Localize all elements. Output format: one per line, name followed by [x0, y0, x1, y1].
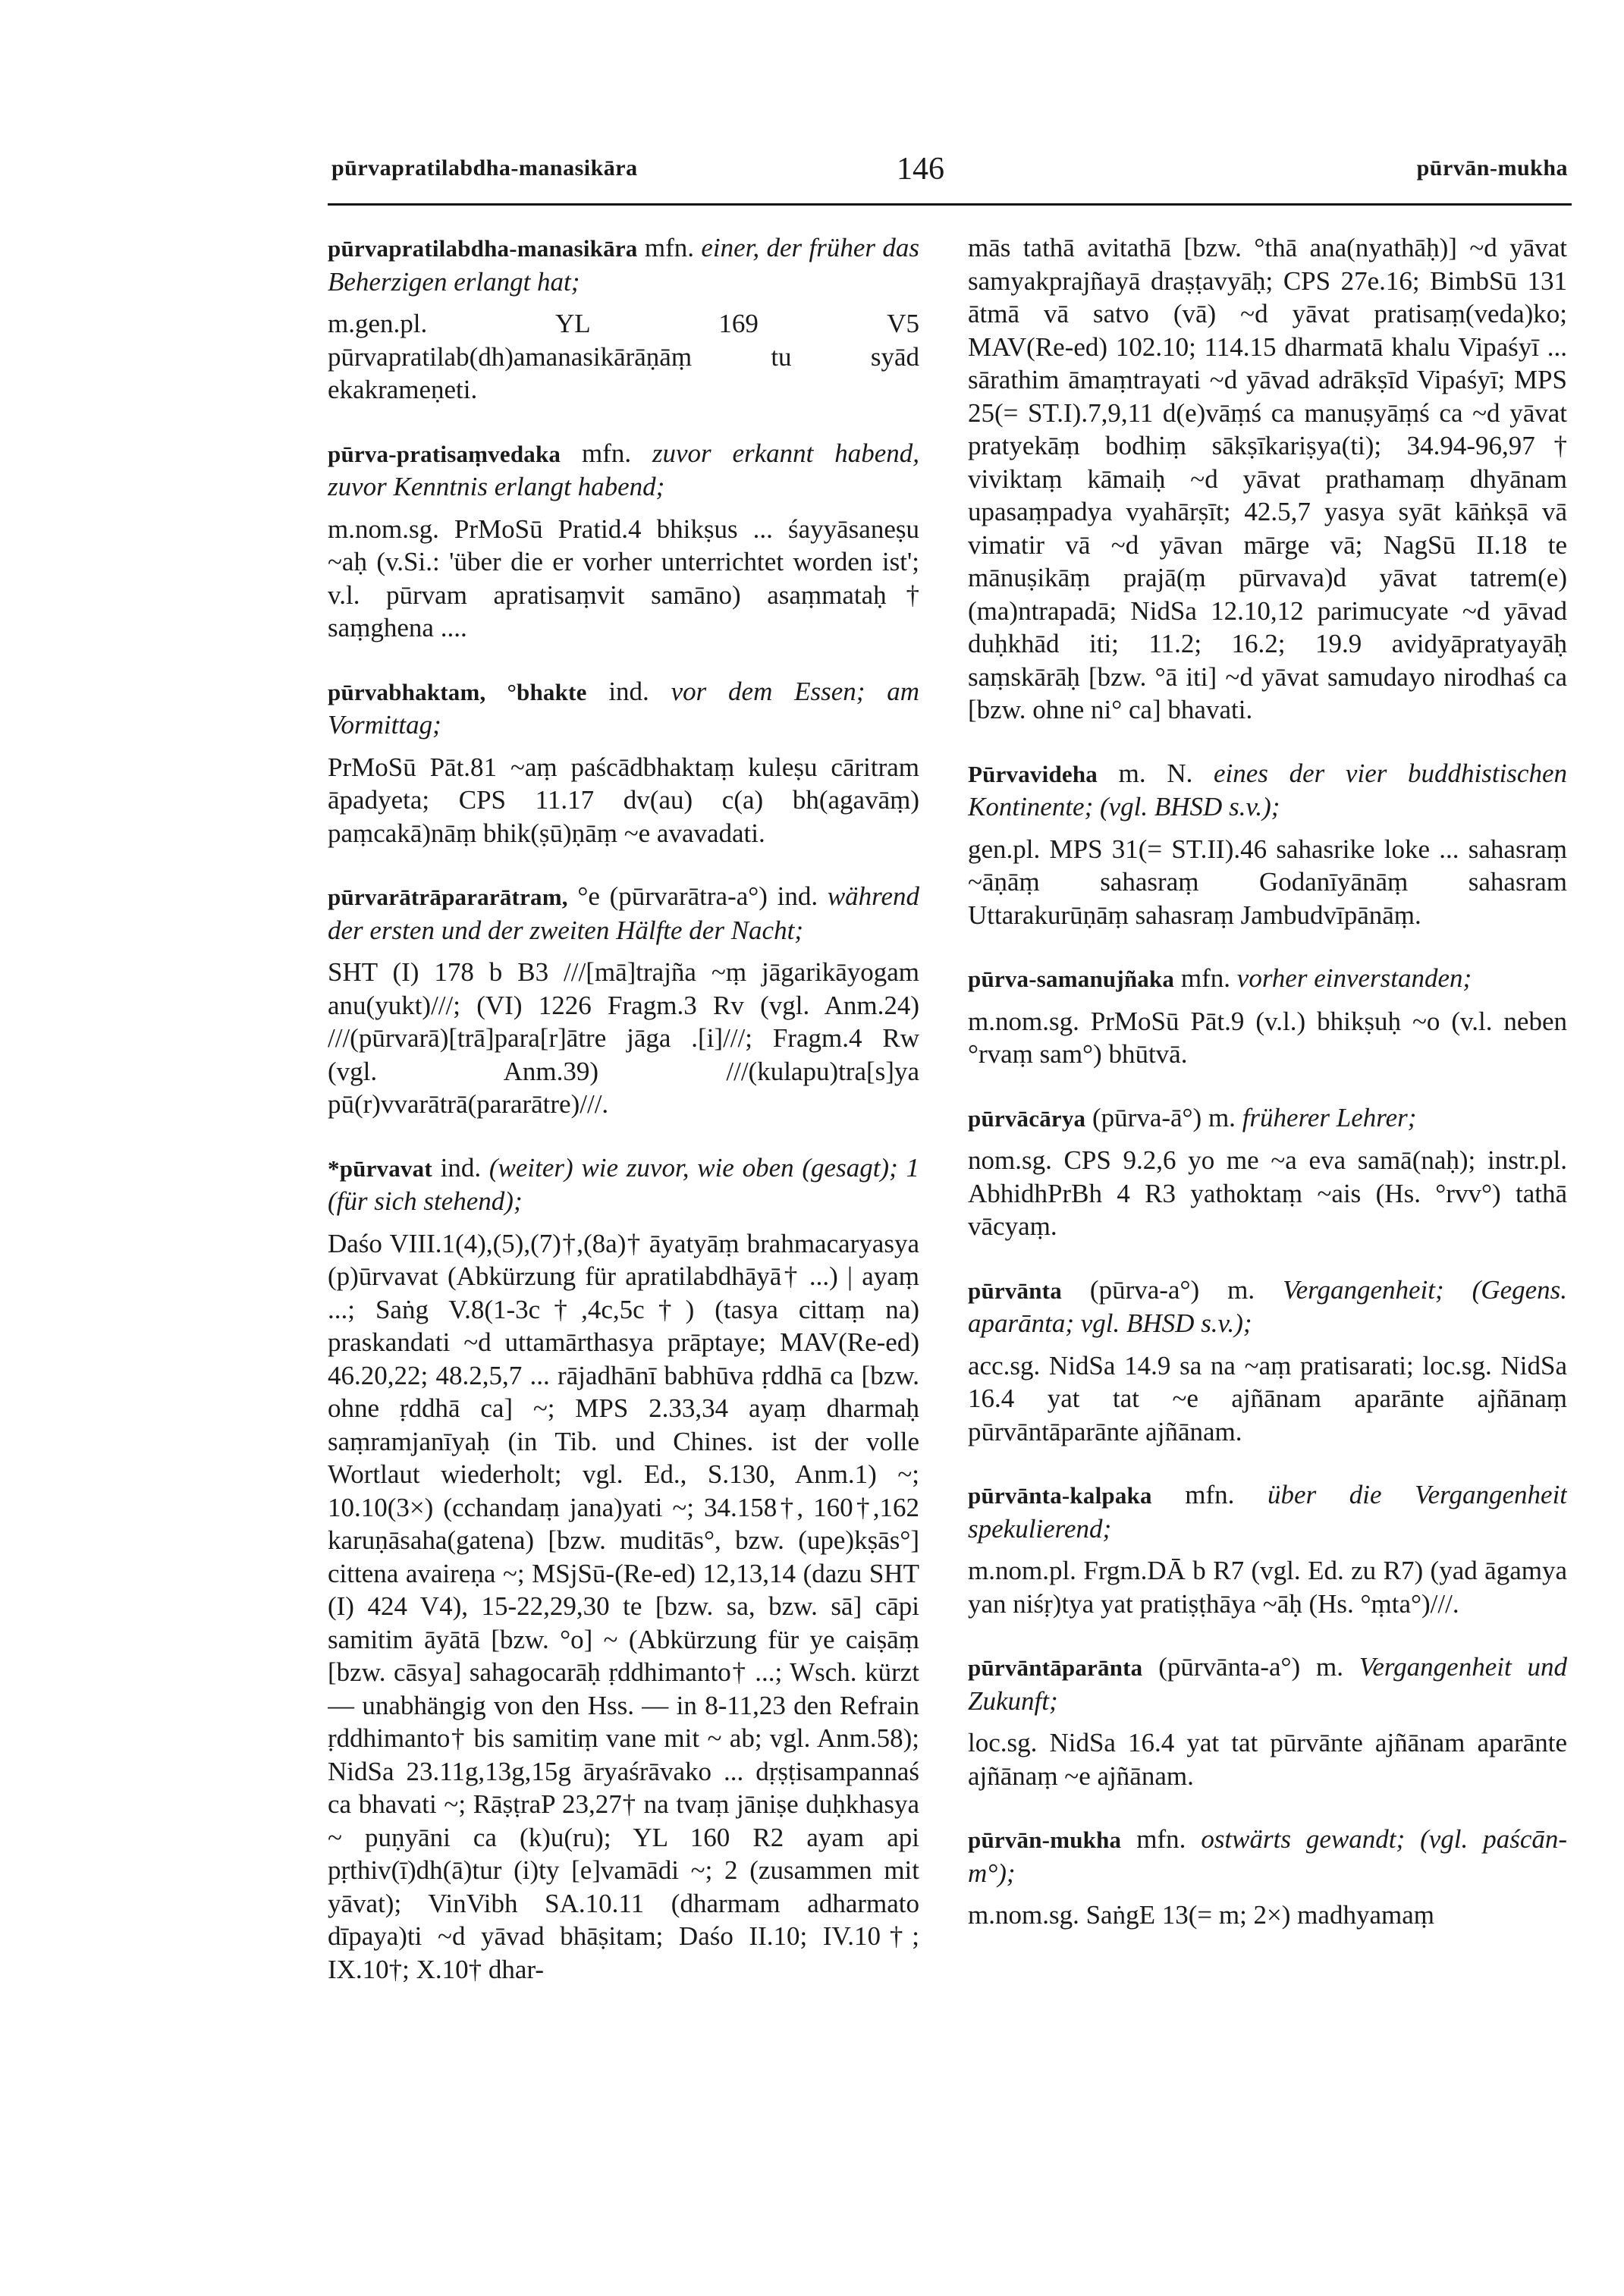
entry-grammar: (pūrvānta-a°) m. [1158, 1652, 1343, 1682]
running-head-right: pūrvān-mukha [1416, 155, 1568, 181]
header-rule [328, 203, 1572, 206]
entry-lemma: pūrva-pratisaṃvedaka [328, 440, 561, 467]
entry-body: loc.sg. NidSa 16.4 yat tat pūrvānte ajñānam aparānte ajñānaṃ ~e ajñānam. [968, 1728, 1567, 1791]
dictionary-entry [968, 962, 1567, 1071]
entry-lemma: pūrvācārya [968, 1104, 1086, 1132]
entry-lemma: pūrvarātrāpararātram, [328, 884, 568, 910]
entry-body: m.nom.sg. SaṅgE 13(= m; 2×) madhyamaṃ [968, 1900, 1434, 1930]
entry-gloss: Vergangenheit; (Gegens. aparānta; vgl. BHSD s.v.); [968, 1274, 1567, 1338]
running-head-left: pūrvapratilabdha-manasikāra [331, 155, 638, 181]
left-column [328, 231, 919, 2234]
entry-grammar: mfn. [581, 438, 632, 468]
entry-body: Daśo VIII.1(4),(5),(7)†,(8a)† āyatyāṃ brahmacaryasya (p)ūrvavat (Abkürzung für apratilabdhāyā† ...) | ayaṃ ...; Saṅg V.8(1-3c†,4c,5c†) (tasya cittaṃ na) praskandati ~d uttamārthasya prāptaye; MAV(Re-ed) 46.20,22; 48.2,5,7 ... rājadhānī babhūva ṛddhā ca [bzw. ohne ṛddhā ca] ~; MPS 2.33,34 ayaṃ dharmaḥ saṃramjanīyaḥ (in Tib. und Chines. ist der volle Wortlaut wiederholt; vgl. Ed., S.130, Anm.1) ~; 10.10(3×) (cchandaṃ jana)yati ~; 34.158†, 160†,162 karuṇāsaha(gatena) [bzw. muditās°, bzw. (upe)kṣās°] cittena avaireṇa ~; MSjSū-(Re-ed) 12,13,14 (dazu SHT (I) 424 V4), 15-22,29,30 te [bzw. sa, bzw. sā] cāpi samitim āyātā [bzw. °o] ~ (Abkürzung für ye caiṣāṃ [bzw. cāsya] sahagocarāḥ ṛddhimanto† ...; Wsch. kürzt — unabhängig von den Hss. — in 8-11,23 den Refrain ṛddhimanto† bis samitiṃ vane mit ~ ab; vgl. Anm.58); NidSa 23.11g,13g,15g āryaśrāvako ... dṛṣṭisampannaś ca bhavati ~; RāṣṭraP 23,27† na tvaṃ jāniṣe duḥkhasya ~ puṇyāni ca (k)u(ru); YL 160 R2 ayam api pṛthiv(ī)dh(ā)tur (i)ty [e]vamādi ~; 2 (zusammen mit yāvat); VinVibh SA.10.11 (dharmam adharmato dīpaya)ti ~d yāvad bhāṣitam; Daśo II.10; IV.10†; IX.10†; X.10† dhar- [328, 1228, 919, 1984]
entry-lemma: pūrvāntāparānta [968, 1654, 1143, 1681]
dictionary-entry [968, 1478, 1567, 1620]
entry-grammar: ind. [608, 676, 649, 706]
entry-lemma: pūrvān-mukha [968, 1826, 1122, 1853]
running-header [331, 152, 1568, 198]
entry-gloss: einer, der früher das Beherzigen erlangt hat; [328, 233, 919, 297]
dictionary-entry [968, 1651, 1567, 1792]
dictionary-entry [968, 1823, 1567, 1932]
entry-body: SHT (I) 178 b B3 ///[mā]trajña ~ṃ jāgarikāyogam anu(yukt)///; (VI) 1226 Fragm.3 Rv (vgl. Anm.24) ///(pūrvarā)[trā]para[r]ātre jāga .[i]///; Fragm.4 Rw (vgl. Anm.39) ///(kulapu)tra[s]ya pū(r)vvarātrā(pararātre)///. [328, 957, 919, 1119]
entry-gloss: vor dem Essen; am Vormittag; [328, 676, 919, 740]
entry-lemma: pūrva-samanujñaka [968, 966, 1175, 992]
entry-lemma: pūrvabhaktam, °bhakte [328, 678, 587, 705]
entry-body: m.nom.sg. PrMoSū Pratid.4 bhikṣus ... śayyāsaneṣu ~aḥ (v.Si.: 'über die er vorher unterrichtet worden ist'; v.l. pūrvam apratisaṃvit samāno) asaṃmataḥ† saṃghena .... [328, 514, 919, 642]
entry-continuation [968, 231, 1567, 727]
entry-lemma: pūrvānta [968, 1277, 1062, 1304]
dictionary-entry [328, 880, 919, 1121]
entry-grammar: mfn. [1136, 1824, 1186, 1854]
entry-grammar: °e (pūrvarātra-a°) ind. [577, 881, 818, 911]
dictionary-entry [328, 1151, 919, 1987]
entry-gloss: früherer Lehrer; [1242, 1102, 1417, 1132]
entry-lemma: pūrvapratilabdha-manasikāra [328, 235, 638, 262]
entry-body: m.nom.pl. Frgm.DĀ b R7 (vgl. Ed. zu R7) (yad āgamya yan niśṛ)tya yat pratiṣṭhāya ~āḥ (Hs. °ṃta°)///. [968, 1556, 1567, 1619]
dictionary-entry [328, 675, 919, 850]
entry-gloss: (weiter) wie zuvor, wie oben (gesagt); 1 (für sich stehend); [328, 1152, 919, 1216]
entry-lemma: pūrvānta-kalpaka [968, 1482, 1152, 1509]
entry-gloss: vorher einverstanden; [1236, 963, 1472, 993]
dictionary-entry [328, 231, 919, 407]
entry-grammar: mfn. [1185, 1480, 1235, 1509]
entry-grammar: (pūrva-ā°) m. [1092, 1102, 1236, 1132]
entry-gloss: eines der vier buddhistischen Kontinente; (vgl. BHSD s.v.); [968, 758, 1567, 821]
dictionary-entry [968, 757, 1567, 932]
dictionary-entry [328, 437, 919, 645]
dictionary-entry [968, 1274, 1567, 1449]
entry-grammar: (pūrva-a°) m. [1089, 1274, 1255, 1305]
entry-body: nom.sg. CPS 9.2,6 yo me ~a eva samā(naḥ); instr.pl. AbhidhPrBh 4 R3 yathoktaṃ ~ais (Hs. °rvv°) tathā vācyaṃ. [968, 1145, 1567, 1241]
entry-body: m.nom.sg. PrMoSū Pāt.9 (v.l.) bhikṣuḥ ~o (v.l. neben °rvaṃ sam°) bhūtvā. [968, 1006, 1567, 1069]
entry-gloss: ostwärts gewandt; (vgl. paścān-m°); [968, 1824, 1567, 1888]
entry-grammar: mfn. [1180, 963, 1231, 993]
entry-lemma: *pūrvavat [328, 1154, 432, 1182]
entry-gloss: zuvor erkannt habend, zuvor Kenntnis erlangt habend; [328, 438, 919, 501]
right-column [968, 231, 1567, 2234]
dictionary-entry [968, 1101, 1567, 1243]
entry-body: gen.pl. MPS 31(= ST.II).46 sahasrike loke ... sahasraṃ ~āṇāṃ sahasraṃ Godanīyānāṃ sahasram Uttarakurūṇāṃ sahasraṃ Jambudvīpānāṃ. [968, 834, 1567, 930]
entry-grammar: m. N. [1118, 758, 1193, 788]
entry-body: acc.sg. NidSa 14.9 sa na ~aṃ pratisarati; loc.sg. NidSa 16.4 yat tat ~e ajñānam aparānte ajñānaṃ pūrvāntāparānte ajñānam. [968, 1350, 1567, 1446]
entry-lemma: Pūrvavideha [968, 760, 1098, 787]
entry-grammar: ind. [440, 1152, 482, 1183]
entry-body: m.gen.pl. YL 169 V5 pūrvapratilab(dh)amanasikārāṇāṃ tu syād ekakrameṇeti. [328, 309, 919, 404]
page-number: 146 [897, 152, 944, 187]
entry-gloss: während der ersten und der zweiten Hälfte der Nacht; [328, 881, 919, 945]
entry-grammar: mfn. [644, 233, 694, 262]
entry-gloss: Vergangenheit und Zukunft; [968, 1652, 1567, 1716]
continuation-text: mās tathā avitathā [bzw. °thā ana(nyathāḥ)] ~d yāvat samyakprajñayā draṣṭavyāḥ; CPS 27e.16; BimbSū 131 ātmā vā satvo (vā) ~d yāvat pratisaṃ(veda)ko; MAV(Re-ed) 102.10; 114.15 dharmatā khalu Vipaśyī ... sārathim āmaṃtrayati ~d yāvad adrākṣīd Vipaśyī; MPS 25(= ST.I).7,9,11 d(e)vāṃś ca manuṣyāṃś ca ~d yāvat pratyekāṃ bodhiṃ sākṣīkariṣya(ti); 34.94-96,97† viviktaṃ kāmaiḥ ~d yāvat prathamaṃ dhyānam upasaṃpadya vyahārṣīt; 42.5,7 yasya syāt kāṅkṣā vā vimatir vā ~d yāvan mārge vā; NagSū II.18 te mānuṣikāṃ prajā(ṃ pūrvava)d yāvat tatrem(e) (ma)ntrapadā; NidSa 12.10,12 parimucyate ~d yāvad duḥkhād iti; 11.2; 16.2; 19.9 avidyāpratyayāḥ saṃskārāḥ [bzw. °ā iti] ~d yāvat samudayo nirodhaś ca [bzw. ohne ni° ca] bhavati. [968, 233, 1567, 724]
entry-gloss: über die Vergangenheit spekulierend; [968, 1480, 1567, 1544]
entry-body: PrMoSū Pāt.81 ~aṃ paścādbhaktaṃ kuleṣu cāritram āpadyeta; CPS 11.17 dv(au) c(a) bh(agavāṃ) paṃcakā)nāṃ bhik(ṣū)ṇāṃ ~e avavadati. [328, 752, 919, 848]
